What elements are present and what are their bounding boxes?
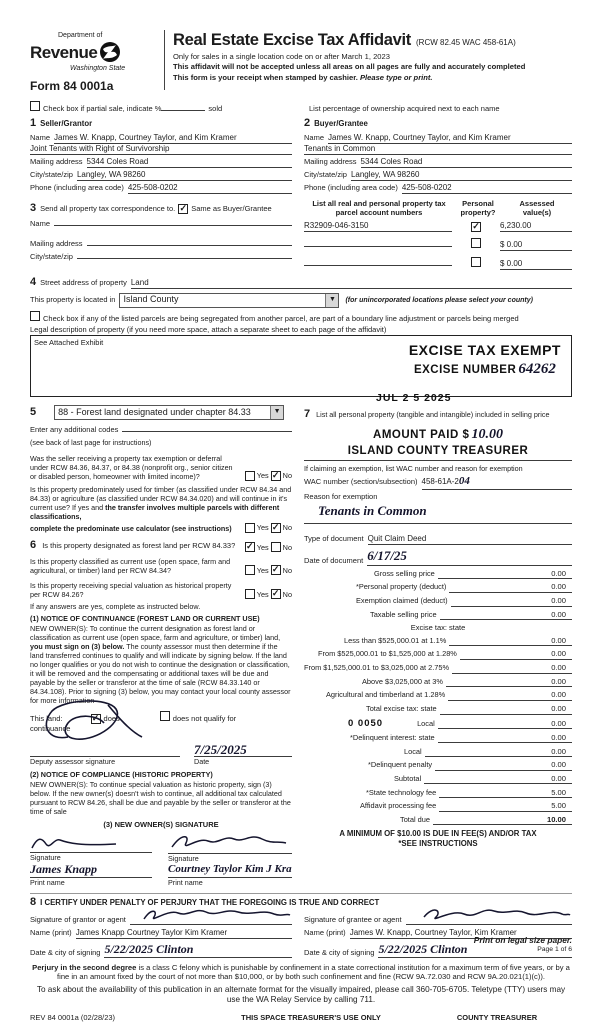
s5q1-no-checkbox[interactable]: ✓ bbox=[271, 469, 280, 480]
rev-number: REV 84 0001a (02/28/23) bbox=[30, 1013, 116, 1022]
grantor-sig-label: Signature of grantor or agent bbox=[30, 915, 126, 925]
tier1-label: Less than $525,000.01 at 1.1% bbox=[344, 635, 447, 645]
taxable-price-value[interactable]: 0.00 bbox=[440, 610, 572, 620]
buyer-mailing-field[interactable]: 5344 Coles Road bbox=[361, 157, 572, 168]
doc-date-field[interactable]: 6/17/25 bbox=[367, 548, 572, 565]
tier2-value[interactable]: 0.00 bbox=[460, 649, 572, 659]
amount-paid-stamp: AMOUNT PAID $ 10.00 ISLAND COUNTY TREASURER bbox=[304, 426, 572, 458]
rcw-reference: (RCW 82.45 WAC 458-61A) bbox=[416, 38, 516, 47]
date-received-stamp: JUL 2 5 2025 bbox=[376, 392, 452, 405]
corr-name-label: Name bbox=[30, 218, 51, 228]
section6-q1: Is this property designated as forest land per RCW 84.33? bbox=[42, 540, 236, 550]
grantee-date-field[interactable]: 5/22/2025 Clinton bbox=[378, 942, 572, 958]
buyer-phone-field[interactable]: 425-508-0202 bbox=[402, 183, 572, 194]
buyer-city-label: City/state/zip bbox=[304, 170, 347, 179]
delinquent-interest-local-label: Local bbox=[404, 746, 422, 756]
buyer-name2-field[interactable]: Tenants in Common bbox=[304, 144, 572, 155]
personal-property-field[interactable] bbox=[304, 458, 572, 461]
same-as-buyer-checkbox[interactable]: ✓ bbox=[179, 203, 187, 213]
owner1-signature-label: Signature bbox=[30, 852, 61, 862]
does-label: does bbox=[103, 714, 120, 724]
page-number: Page 1 of 6 bbox=[537, 945, 572, 953]
buyer-name-field[interactable]: James W. Knapp, Courtney Taylor, and Kim Kramer bbox=[328, 133, 572, 144]
notice1-title: (1) NOTICE OF CONTINUANCE (FOREST LAND OR CURRENT USE) bbox=[30, 614, 260, 624]
parcel1-personal-checkbox[interactable]: ✓ bbox=[472, 220, 480, 231]
treasurer-use-only: THIS SPACE TREASURER'S USE ONLY bbox=[241, 1013, 381, 1022]
agri-timber-label: Agricultural and timberland at 1.28% bbox=[326, 690, 446, 700]
corr-city-label: City/state/zip bbox=[30, 251, 73, 261]
seller-mailing-label: Mailing address bbox=[30, 157, 83, 166]
delinquent-interest-local-value[interactable]: 0.00 bbox=[425, 747, 572, 757]
state-tech-fee-value[interactable]: 5.00 bbox=[439, 788, 572, 798]
street-address-label: Street address of property bbox=[40, 277, 127, 287]
total-due-label: Total due bbox=[400, 814, 430, 824]
owner2-print-label: Print name bbox=[168, 877, 203, 887]
print-note-block bbox=[474, 935, 572, 954]
affidavit-fee-value[interactable]: 5.00 bbox=[439, 801, 572, 811]
grantor-signature-block bbox=[30, 912, 292, 958]
excise-exempt-stamp: EXCISE TAX EXEMPT EXCISE NUMBER 64262 bbox=[408, 342, 561, 377]
section3-number: 3 bbox=[30, 202, 37, 214]
reason-field[interactable] bbox=[304, 519, 572, 524]
county-select[interactable]: Island County ▼ bbox=[119, 293, 339, 308]
section6-q3: Is this property receiving special valuation as historical property per RCW 84.26? bbox=[30, 581, 232, 600]
county-treasurer-label: COUNTY TREASURER bbox=[456, 1013, 538, 1022]
section5-number: 5 bbox=[30, 406, 37, 419]
gross-price-label: Gross selling price bbox=[374, 568, 435, 578]
subtitle-2: This affidavit will not be accepted unless all areas on all pages are fully and accurately completed bbox=[173, 62, 526, 72]
land-use-code-select[interactable]: 88 - Forest land designated under chapter 84.33 ▼ bbox=[54, 405, 284, 420]
header-divider bbox=[164, 30, 165, 90]
doc-type-field[interactable]: Quit Claim Deed bbox=[368, 534, 572, 545]
parcel2-value-field[interactable]: $ 0.00 bbox=[500, 240, 572, 251]
owner2-print-handwritten: Courtney Taylor Kim J Kra bbox=[168, 863, 292, 876]
local-label: Local bbox=[417, 718, 435, 728]
see-instructions-note: *SEE INSTRUCTIONS bbox=[398, 839, 478, 849]
section4-number: 4 bbox=[30, 275, 37, 288]
grantor-name-label: Name (print) bbox=[30, 927, 72, 937]
deputy-date-handwritten: 7/25/2025 bbox=[194, 741, 247, 757]
street-address-field[interactable]: Land bbox=[131, 278, 572, 289]
ownership-note: List percentage of ownership acquired next to each name bbox=[309, 103, 500, 113]
parcel3-value-field[interactable]: $ 0.00 bbox=[500, 259, 572, 270]
section7-number: 7 bbox=[304, 408, 311, 421]
seller-city-label: City/state/zip bbox=[30, 170, 73, 179]
grantor-date-label: Date & city of signing bbox=[30, 948, 101, 958]
affidavit-page: Department of Revenue Washington State Form 84 0001a Real Estate Excise Tax Affidavit (RCW 82.45 WAC 458-61A) Only for sales in a single location code on or after March 1, 2023 This affidavit will not be accepted unless all areas on all pages are fully and accurately completed This form is your receipt when stamped by cashier. Please type or print. Check box if partial sale, indicate % sold List percentage of ownership acquired next to each name 1 Seller/Grantor Name James W. Knapp, Courtney Taylor, and Kim Kramer Joint Tenants with Right of Survivorship Mailing address 5344 Coles Road City/state/zip Langley, WA 98260 Phone (including area code) 425-508-0202 3 Send all property tax correspondence to. ✓ Same as Buyer/Grantee Name Mailing address City/state/zip 2 Buyer/Grantee Name James W. Knapp, Courtney Taylor, and Kim Kramer Tenants in Common Mailing address 5344 Coles Road City/state/zip Langley, WA 98260 Phone (including area code) 425-508-0202 List all real and personal property tax parcel account numbers Personal property? Assessed value(s) R32909-046-3150 ✓ 6,230.00 $ 0.00 $ 0.00 4 Street address of property Land This property is located in Island County ▼ (for unincorporated locations please select your county) Check box if any of the listed parcels are being segregated from another parcel, are part of a boundary line adjustment or parcels being merged Legal description of property (if you need more space, attach a separate sheet to each page of the affidavit) See Attached Exhibit EXCISE TAX EXEMPT EXCISE NUMBER 64262 JUL 2 5 2025 5 88 - Forest land designated under chapter 84.33 ▼ Enter any additional codes (see back of last page for instructions) Was the seller receiving a property tax exemption or deferral under RCW 84.36, 84.37, or 84.38 (nonprofit org., senior citizen or disabled person, homeowner with limited income)? Yes ✓ No Is this property predominately used for timber (as classified under RCW 84.34 and 84.33) or agriculture (as classified under RCW 84.34.020) and will continue in it's current use? If yes and the transfer involves multiple parcels with different classifications, complete the predominate use calculator (see instructions) Yes ✓ No 6 Is this property designated as forest land per RCW 84.33? ✓ Yes No Is this property classified as current use (open space, farm and agricultural, or timber) land per RCW 84.34? Yes ✓ No Is this property receiving special valuation as historical property per RCW 84.26? Yes ✓ No If any answers are yes, complete as instructed below. (1) NOTICE OF CONTINUANCE (FOREST LAND OR CURRENT USE) NEW OWNER(S): To continue the current designation as forest land or classification as current use (open space, farm and agriculture, or timber) land, you must sign on (3) below. The county assessor must then determine if the land transferred continues to qualify and will indicate by signing below. If the land no longer qualifies or you do not wish to continue the designation or classification, it will be removed and the compensating or additional taxes will be due and payable by the seller or transferor at the time of sale (RCW 84.33.140 or 84.34.108). Prior to signing (3) below, you may contact your local county assessor for more information This land: ✓ does does not qualify for continuance Deputy assessor signature 7/25/2025 Date (2) NOTICE OF COMPLIANCE (HISTORIC PROPERTY) NEW OWNER(S): To continue special valuation as historic property, sign (3) below. If the new owner(s) doesn't wish to continue, all additional tax calculated pursuant to RCW 84.26, shall be due and payable by the seller or transferor at the time of sale (3) NEW OWNER(S) SIGNATURE Signature James Knapp Print name Signature Courtney Taylor Kim J Kra Print name 7 List all personal property (tangible and intangible) included in selling price AMOUNT PAID $ 10.00 ISLAND COUNTY TREASURER If claiming an exemption, list WAC number and reason for exemption WAC number (section/subsection) 458-61A-204 Reason for exemption Tenants in Common Type of document Quit Claim Deed Date of document 6/17/25 Gross selling price 0.00 *Personal property (deduct) 0.00 Exemption claimed (deduct) 0.00 Taxable selling price 0.00 Excise tax: state Less than $525,000.01 at 1.1% 0.00 From $525,000.01 to $1,525,000 at 1.28% 0.00 From $1,525,000.01 to $3,025,000 at 2.75% 0.00 Above $3,025,000 at 3% 0.00 Agricultural and timberland at 1.28% 0.00 Total excise tax: state 0.00 0 0050 Local 0.00 *Delinquent interest: state 0.00 Local 0.00 *Delinquent penalty 0.00 Subtotal 0.00 *State technology fee 5.00 Affidavit processing fee 5.00 Total due 10.00 A MINIMUM OF $10.00 IS DUE IN FEE(S) AND/OR TAX *SEE INSTRUCTIONS 8 I CERTIFY UNDER PENALTY OF PERJURY THAT THE FOREGOING IS TRUE AND CORRECT Signature of grantor or agent Name (print) James Knapp Courtney Taylor Kim Kramer Date & city of signing 5/22/2025 Clinton Signature of grantee or agent Name (print) James W. Knapp, Courtney Taylor, Kim Kramer Date & city of signing 5/22/2025 Clinton Perjury in the second degree is a class C felony which is punishable by confinement in a state correctional institution for a maximum term of five years, or by a fine in an amount fixed by the court of not more than $10,000, or by both such confinement and fine (RCW 9A.72.030 and RCW 9A.20.021(1)(c)). To ask about the availability of this publication in an alternate format for the visually impaired, please call 360-705-6705. Teletype (TTY) users may use the WA Relay Service by calling 711. REV 84 0001a (02/28/23) THIS SPACE TREASURER'S USE ONLY COUNTY TREASURER Print on legal size paper. Page 1 of 6 bbox=[0, 0, 600, 980]
notice2-body: NEW OWNER(S): To continue special valuation as historic property, sign (3) below. If the new owner(s) doesn't wish to continue, all additional tax calculated pursuant to RCW 84.26, shall be due and payable by the seller or transferor at the time of sale bbox=[30, 779, 291, 816]
section5-q1: Was the seller receiving a property tax exemption or deferral under RCW 84.36, 84.37, or 84.38 (nonprofit org., senior citizen or disabled person, homeowner with limited income)? bbox=[30, 453, 233, 481]
section6-number: 6 bbox=[30, 538, 37, 551]
excise-state-heading: Excise tax: state bbox=[410, 623, 466, 633]
tier1-value[interactable]: 0.00 bbox=[449, 636, 572, 646]
buyer-name-label: Name bbox=[304, 133, 325, 142]
section8-number: 8 bbox=[30, 895, 37, 908]
washington-state-label: Washington State bbox=[70, 65, 126, 73]
s6q1-yes-checkbox[interactable]: ✓ bbox=[245, 541, 254, 552]
delinquent-interest-state-value[interactable]: 0.00 bbox=[438, 733, 572, 743]
legal-description-value: See Attached Exhibit bbox=[34, 338, 104, 348]
buyer-heading: Buyer/Grantee bbox=[314, 119, 368, 129]
subtotal-label: Subtotal bbox=[394, 773, 422, 783]
segregated-label: Check box if any of the listed parcels are being segregated from another parcel, are part of a boundary line adjustment or parcels being merged bbox=[43, 313, 519, 323]
corr-city-field[interactable] bbox=[77, 258, 292, 259]
partial-percent-field[interactable] bbox=[161, 110, 205, 111]
personal-deduct-value[interactable]: 0.00 bbox=[449, 582, 572, 592]
notice2-title: (2) NOTICE OF COMPLIANCE (HISTORIC PROPERTY) bbox=[30, 769, 213, 779]
section2-number: 2 bbox=[304, 117, 311, 130]
additional-codes-label: Enter any additional codes bbox=[30, 425, 119, 435]
parcel-col1-header: List all real and personal property tax parcel account numbers bbox=[312, 199, 446, 218]
owner1-signature-scrawl bbox=[30, 832, 120, 852]
owners-signature-title: (3) NEW OWNER(S) SIGNATURE bbox=[103, 819, 219, 829]
doc-type-label: Type of document bbox=[304, 534, 364, 544]
continuance-block bbox=[30, 711, 292, 765]
buyer-mailing-label: Mailing address bbox=[304, 157, 357, 166]
located-in-label: This property is located in bbox=[30, 295, 116, 305]
seller-phone-field[interactable]: 425-508-0202 bbox=[128, 183, 292, 194]
exemption-deduct-label: Exemption claimed (deduct) bbox=[356, 596, 448, 606]
total-due-value[interactable]: 10.00 bbox=[433, 815, 572, 825]
exemption-note: If claiming an exemption, list WAC number and reason for exemption bbox=[304, 463, 523, 473]
segregated-checkbox[interactable] bbox=[30, 311, 40, 321]
s6q1-no-checkbox[interactable] bbox=[271, 542, 281, 552]
state-tech-fee-label: *State technology fee bbox=[366, 787, 437, 797]
section7-intro: 7 List all personal property (tangible and intangible) included in selling price bbox=[304, 408, 550, 421]
additional-codes-field[interactable] bbox=[122, 431, 292, 432]
legal-description-box[interactable] bbox=[30, 335, 572, 405]
treasurer-stamp: ISLAND COUNTY TREASURER bbox=[347, 444, 529, 457]
form-title: Real Estate Excise Tax Affidavit bbox=[173, 31, 412, 49]
complete-note: If any answers are yes, complete as instructed below. bbox=[30, 602, 201, 612]
exemption-deduct-value[interactable]: 0.00 bbox=[451, 596, 572, 606]
doc-date-label: Date of document bbox=[304, 556, 364, 566]
s5q1-yes-checkbox[interactable] bbox=[245, 471, 255, 481]
taxable-price-label: Taxable selling price bbox=[370, 609, 437, 619]
grantee-name-label: Name (print) bbox=[304, 927, 346, 937]
form-number: Form 84 0001a bbox=[30, 78, 114, 93]
parcel2-personal-checkbox[interactable] bbox=[471, 238, 481, 248]
seller-city-field[interactable]: Langley, WA 98260 bbox=[77, 170, 292, 181]
alt-format-paragraph: To ask about the availability of this publication in an alternate format for the visually impaired, please call 360-705-6705. Teletype (TTY) users may use the WA Relay Service by calling 711. bbox=[36, 984, 566, 1004]
parcel-col3-header: Assessed value(s) bbox=[519, 199, 555, 218]
parcel3-personal-checkbox[interactable] bbox=[471, 257, 481, 267]
subtitle-1: Only for sales in a single location code on or after March 1, 2023 bbox=[173, 51, 390, 61]
s6q3-no-checkbox[interactable]: ✓ bbox=[271, 588, 280, 599]
continuance-label: continuance bbox=[30, 724, 71, 734]
this-land-label: This land: bbox=[30, 714, 63, 724]
section3-heading: Send all property tax correspondence to. bbox=[40, 204, 176, 213]
tier3-value[interactable]: 0.00 bbox=[452, 663, 572, 673]
affidavit-fee-label: Affidavit processing fee bbox=[360, 801, 437, 811]
seller-name2-field[interactable]: Joint Tenants with Right of Survivorship bbox=[30, 144, 292, 155]
tier3-label: From $1,525,000.01 to $3,025,000 at 2.75% bbox=[304, 663, 450, 673]
parcel2-number-field[interactable] bbox=[304, 246, 452, 247]
parcel-row bbox=[304, 238, 572, 251]
reason-handwritten: Tenants in Common bbox=[318, 503, 427, 518]
owner2-signature-scrawl bbox=[168, 831, 288, 853]
grantor-date-field[interactable]: 5/22/2025 Clinton bbox=[104, 942, 292, 958]
amount-paid-handwritten: 10.00 bbox=[471, 427, 503, 442]
dor-logo-block bbox=[30, 30, 158, 94]
land-does-not-checkbox[interactable] bbox=[160, 711, 170, 721]
deputy-signature-label: Deputy assessor signature bbox=[30, 756, 116, 766]
seller-name-label: Name bbox=[30, 133, 51, 142]
tier2-label: From $525,000.01 to $1,525,000 at 1.28% bbox=[318, 649, 457, 659]
s5q2-no-checkbox[interactable]: ✓ bbox=[271, 521, 280, 532]
wac-number-label: WAC number (section/subsection) bbox=[304, 476, 418, 486]
sold-label: sold bbox=[208, 103, 223, 113]
s6q2-no-checkbox[interactable]: ✓ bbox=[271, 564, 280, 575]
buyer-phone-label: Phone (including area code) bbox=[304, 183, 398, 192]
grantor-name-field[interactable]: James Knapp Courtney Taylor Kim Kramer bbox=[76, 928, 292, 939]
parcel-number-field[interactable]: R32909-046-3150 bbox=[304, 221, 452, 232]
local-value[interactable]: 0.00 bbox=[438, 719, 572, 729]
owner1-print-handwritten: James Knapp bbox=[30, 861, 98, 876]
section1-number: 1 bbox=[30, 117, 37, 130]
seller-mailing-field[interactable]: 5344 Coles Road bbox=[87, 157, 292, 168]
s5q2-yes-checkbox[interactable] bbox=[245, 523, 255, 533]
subtotal-value[interactable]: 0.00 bbox=[424, 774, 572, 784]
see-back-note: (see back of last page for instructions) bbox=[30, 437, 152, 447]
excise-number-handwritten: 64262 bbox=[518, 360, 556, 377]
section5-q2c: complete the predominate use calculator (see instructions) bbox=[30, 523, 232, 533]
legal-description-label: Legal description of property (if you need more space, attach a separate sheet to each page of the affidavit) bbox=[30, 324, 387, 334]
notice1-body: NEW OWNER(S): To continue the current designation as forest land or classification as current use (open space, farm and agriculture, or timber) land, you must sign on (3) below. The county assessor must then determine if the land transferred continues to qualify and will indicate by signing below. If the land no longer qualifies or you do not wish to continue the designation or classification, it will be removed and the compensating or additional taxes will be due and payable by the seller or transferor at the time of sale (RCW 84.33.140 or 84.34.108). Prior to signing (3) below, you may contact your local county assessor for more information bbox=[30, 624, 291, 706]
local-code-stamp: 0 0050 bbox=[348, 717, 384, 729]
personal-deduct-label: *Personal property (deduct) bbox=[356, 582, 447, 592]
print-note: Print on legal size paper. bbox=[473, 935, 572, 945]
chevron-down-icon[interactable]: ▼ bbox=[325, 294, 338, 307]
total-excise-state-label: Total excise tax: state bbox=[366, 704, 437, 714]
subtitle-3: This form is your receipt when stamped by cashier. Please type or print. bbox=[173, 72, 433, 82]
same-as-buyer-label: Same as Buyer/Grantee bbox=[191, 204, 272, 213]
section5-q2: Is this property predominately used for timber (as classified under RCW 84.34 and 84.33) or agriculture (as classified under RCW 84.34.020) and will continue in it's current use? If yes and the transfer involves multiple parcels with different classifications, bbox=[30, 484, 292, 521]
tier4-value[interactable]: 0.00 bbox=[446, 677, 572, 687]
corr-mailing-field[interactable] bbox=[87, 245, 292, 246]
agri-timber-value[interactable]: 0.00 bbox=[448, 690, 572, 700]
revenue-wordmark: Revenue bbox=[30, 43, 98, 63]
parcel-col2-header: Personal property? bbox=[460, 199, 496, 218]
owner1-print-label: Print name bbox=[30, 877, 65, 887]
corr-mailing-label: Mailing address bbox=[30, 239, 83, 249]
certify-statement: I CERTIFY UNDER PENALTY OF PERJURY THAT THE FOREGOING IS TRUE AND CORRECT bbox=[40, 897, 380, 907]
section6-q2: Is this property classified as current use (open space, farm and agricultural, or timber) land per RCW 84.34? bbox=[30, 557, 231, 576]
chevron-down-icon[interactable]: ▼ bbox=[270, 406, 283, 419]
parcel-row bbox=[304, 257, 572, 270]
tier4-label: Above $3,025,000 at 3% bbox=[362, 676, 443, 686]
grantee-date-label: Date & city of signing bbox=[304, 948, 375, 958]
revenue-swirl-icon bbox=[99, 41, 121, 65]
parcel1-value-field[interactable]: 6,230.00 bbox=[500, 221, 572, 232]
grantee-sig-label: Signature of grantee or agent bbox=[304, 915, 402, 925]
s6q3-yes-checkbox[interactable] bbox=[245, 589, 255, 599]
grantor-signature-scrawl bbox=[142, 905, 292, 925]
parcel3-number-field[interactable] bbox=[304, 265, 452, 266]
reason-label: Reason for exemption bbox=[304, 491, 378, 501]
delinquent-interest-state-label: *Delinquent interest: state bbox=[350, 732, 435, 742]
land-does-checkbox[interactable]: ✓ bbox=[91, 713, 100, 724]
perjury-paragraph: Perjury in the second degree is a class C felony which is punishable by confinement in a state correctional institution for a maximum term of five years, or by a fine in an amount fixed by the court of not more than $10,000, or by both such confinement and fine (RCW 9A.72.030 and RCW 9A.20.021(1)(c)). bbox=[32, 962, 570, 982]
gross-price-value[interactable]: 0.00 bbox=[438, 569, 572, 579]
seller-phone-label: Phone (including area code) bbox=[30, 183, 124, 192]
deputy-date-label: Date bbox=[194, 756, 210, 766]
parcel-row bbox=[304, 221, 572, 232]
seller-name-field[interactable]: James W. Knapp, Courtney Taylor, and Kim Kramer bbox=[54, 133, 292, 144]
seller-heading: Seller/Grantor bbox=[40, 119, 93, 129]
wac-number-field[interactable]: 458-61A-204 bbox=[422, 475, 572, 490]
deputy-signature-scrawl bbox=[38, 697, 158, 749]
dept-of-label: Department of bbox=[58, 32, 103, 39]
owner2-signature-label: Signature bbox=[168, 854, 199, 864]
total-excise-state-value[interactable]: 0.00 bbox=[440, 704, 572, 714]
delinquent-penalty-label: *Delinquent penalty bbox=[368, 760, 433, 770]
minimum-note: A MINIMUM OF $10.00 IS DUE IN FEE(S) AND/OR TAX bbox=[339, 829, 537, 839]
partial-sale-checkbox[interactable] bbox=[30, 101, 40, 111]
does-not-label: does not qualify for bbox=[172, 714, 237, 724]
partial-sale-label: Check box if partial sale, indicate % bbox=[43, 103, 162, 113]
form-header bbox=[30, 30, 572, 94]
grantee-name-field[interactable]: James W. Knapp, Courtney Taylor, Kim Kramer bbox=[350, 928, 572, 939]
s6q2-yes-checkbox[interactable] bbox=[245, 565, 255, 575]
delinquent-penalty-value[interactable]: 0.00 bbox=[435, 760, 572, 770]
county-note: (for unincorporated locations please select your county) bbox=[345, 297, 533, 305]
corr-name-field[interactable] bbox=[54, 225, 292, 226]
buyer-city-field[interactable]: Langley, WA 98260 bbox=[351, 170, 572, 181]
grantee-signature-scrawl bbox=[422, 905, 572, 925]
